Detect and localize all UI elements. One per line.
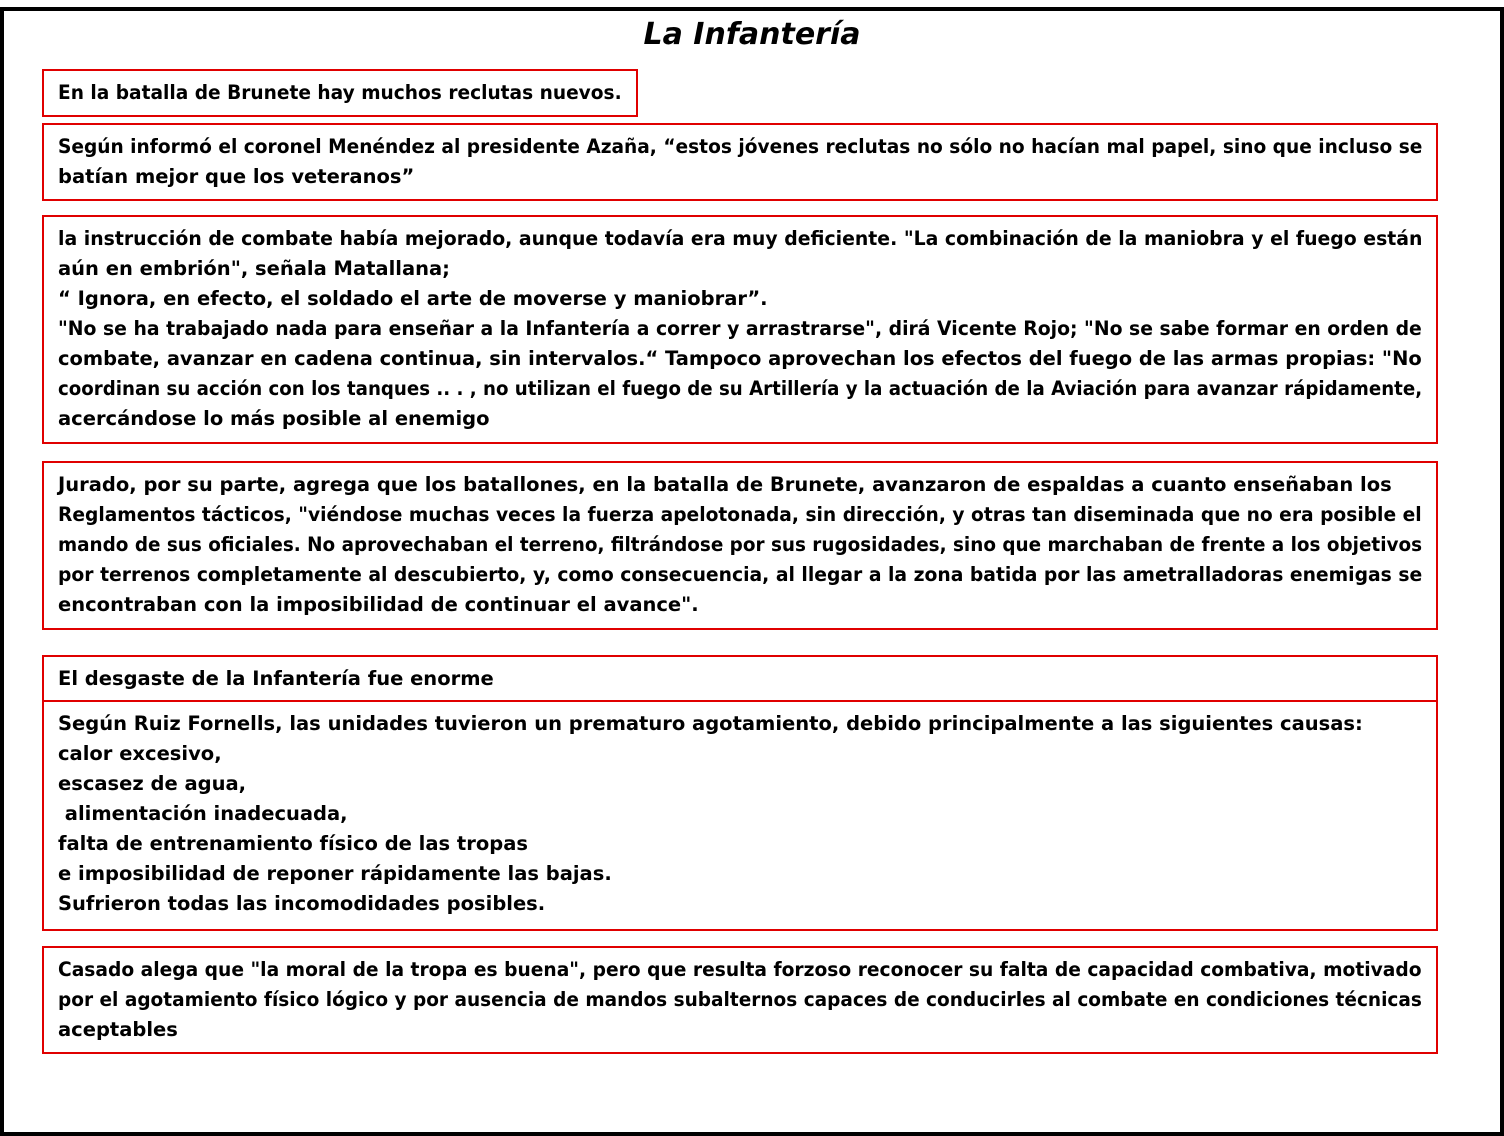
text-line: escasez de agua, [58,772,247,795]
text-line: Reglamentos tácticos, "viéndose muchas veces la fuerza apelotonada, sin dirección, y otras tan diseminada que no era posible el [58,503,1422,526]
text-box-desgaste [42,655,1438,702]
text-line: "No se ha trabajado nada para enseñar a la Infantería a correr y arrastrarse", dirá Vicente Rojo; "No se sabe formar en orden de [58,317,1422,340]
text-line: Jurado, por su parte, agrega que los batallones, en la batalla de Brunete, avanzaron de espaldas a cuanto enseñaban los [58,473,1392,496]
text-line: calor excesivo, [58,742,222,765]
text-line: encontraban con la imposibilidad de continuar el avance". [58,593,699,616]
text-box-casado [42,946,1438,1054]
text-line: por terrenos completamente al descubierto, y, como consecuencia, al llegar a la zona batida por las ametralladoras enemigas se [58,563,1423,586]
text-box-instruccion-combate [42,215,1438,444]
text-line: combate, avanzar en cadena continua, sin intervalos.“ Tampoco aprovechan los efectos del fuego de las armas propias: "No [58,347,1422,370]
text-line: coordinan su acción con los tanques .. . , no utilizan el fuego de su Artillería y la actuación de la Aviación para avanzar rápidamente, [58,377,1423,400]
text-line: Según informó el coronel Menéndez al presidente Azaña, “estos jóvenes reclutas no sólo no hacían mal papel, sino que incluso se [58,135,1423,158]
text-line: “ Ignora, en efecto, el soldado el arte de moverse y maniobrar”. [58,287,768,310]
text-line: En la batalla de Brunete hay muchos reclutas nuevos. [58,81,622,104]
text-line: la instrucción de combate había mejorado, aunque todavía era muy deficiente. "La combinación de la maniobra y el fuego están [58,227,1423,250]
text-box-jurado [42,461,1438,630]
text-line: alimentación inadecuada, [58,802,348,825]
page-title: La Infantería [643,17,861,52]
text-line: por el agotamiento físico lógico y por ausencia de mandos subalternos capaces de conducirles al combate en condiciones técnicas [58,988,1422,1011]
text-line: Según Ruiz Fornells, las unidades tuvieron un prematuro agotamiento, debido principalmente a las siguientes causas: [58,712,1363,735]
text-line: mando de sus oficiales. No aprovechaban el terreno, filtrándose por sus rugosidades, sino que marchaban de frente a los objetivos [58,533,1423,556]
text-line: El desgaste de la Infantería fue enorme [58,667,494,690]
text-line: batían mejor que los veteranos” [58,165,415,188]
text-line: aún en embrión", señala Matallana; [58,257,450,280]
text-line: e imposibilidad de reponer rápidamente las bajas. [58,862,612,885]
text-line: Sufrieron todas las incomodidades posibles. [58,892,546,915]
text-box-menendez-quote [42,123,1438,201]
text-line: falta de entrenamiento físico de las tropas [58,832,528,855]
text-line: acercándose lo más posible al enemigo [58,407,490,430]
text-line: aceptables [58,1018,178,1041]
text-box-reclutas [42,69,638,117]
text-box-ruiz-fornells [42,700,1438,931]
text-line: Casado alega que "la moral de la tropa es buena", pero que resulta forzoso reconocer su falta de capacidad combativa, motivado [58,958,1422,981]
